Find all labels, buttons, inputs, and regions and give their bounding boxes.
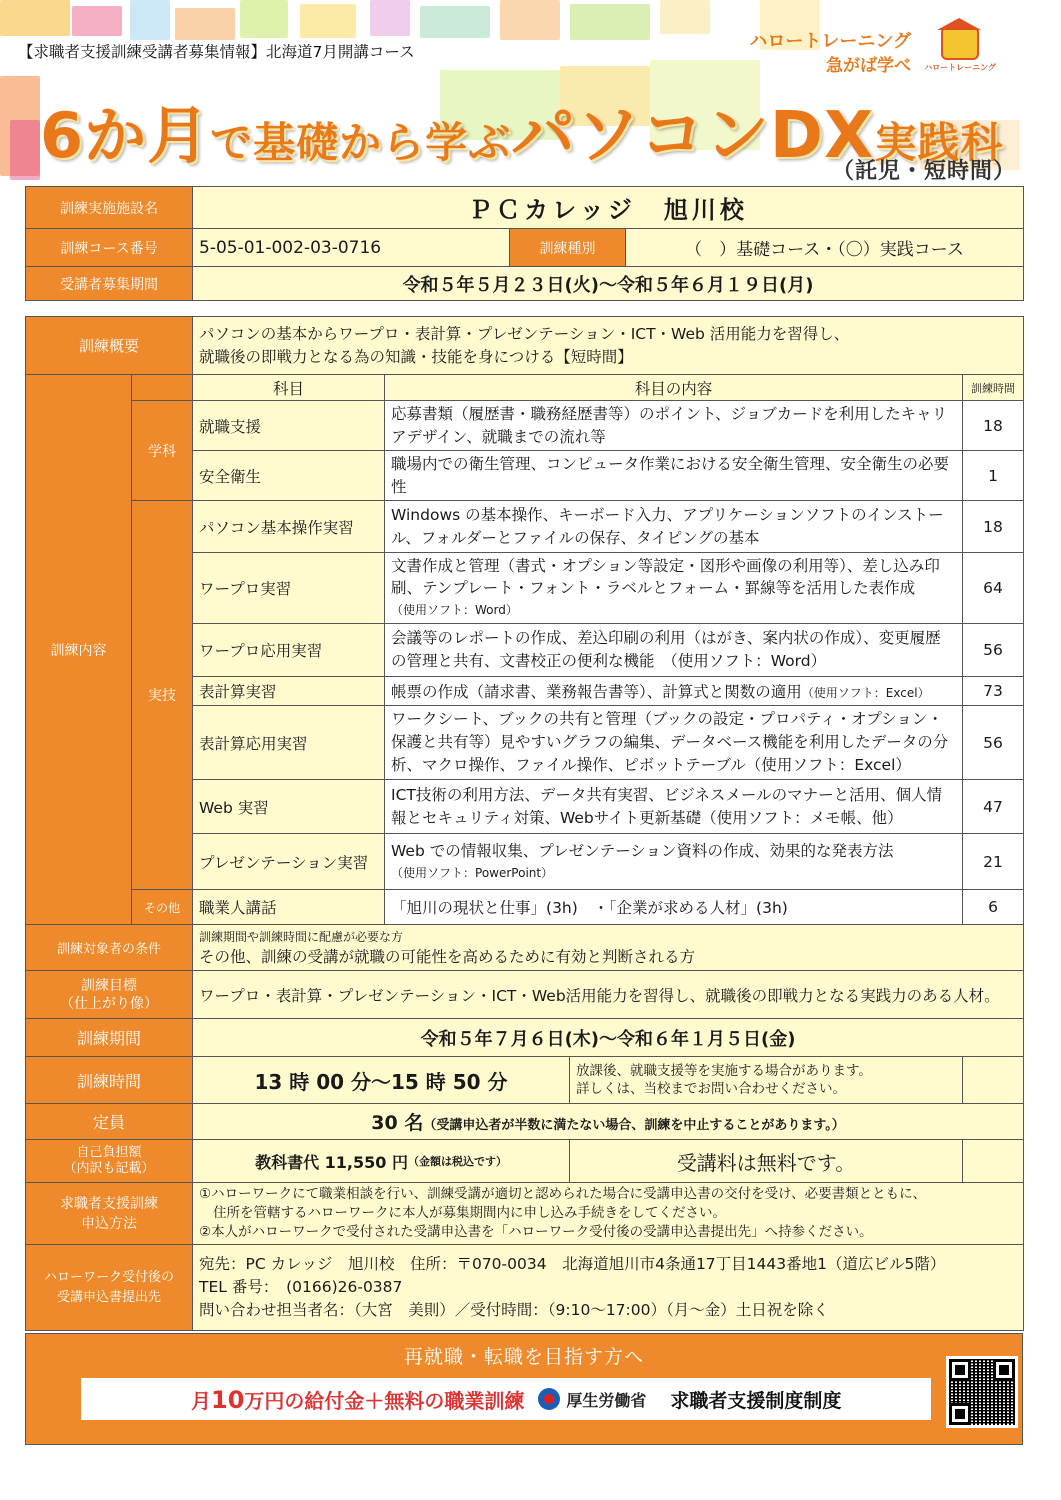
- overview-line-1: パソコンの基本からワープロ・表計算・プレゼンテーション・ICT・Web 活用能力を習得し、: [199, 324, 850, 343]
- hours-cell: 18: [963, 401, 1024, 451]
- goal-label: [26, 971, 193, 1019]
- subject-cell: 安全衛生: [193, 451, 385, 501]
- course-no-label: 訓練コース番号: [26, 229, 193, 267]
- course-no-value: 5-05-01-002-03-0716: [193, 229, 510, 267]
- apply-label: [26, 1183, 193, 1245]
- subject-cell: 表計算実習: [193, 677, 385, 706]
- recruit-value: 令和５年５月２３日(火)～令和５年６月１９日(月): [193, 267, 1024, 301]
- info-table: [25, 186, 1024, 301]
- hours-note-1: 放課後、就職支援等を実施する場合があります。: [576, 1063, 872, 1079]
- hours-note-2: 詳しくは、当校までお問い合わせください。: [576, 1081, 847, 1097]
- detail-cell: [385, 677, 963, 706]
- detail-text: 帳票の作成（請求書、業務報告書等）、計算式と関数の適用: [391, 683, 802, 701]
- recruit-label: 受講者募集期間: [26, 267, 193, 301]
- cost-label-2: （内訳も記載）: [63, 1161, 155, 1176]
- subject-cell: プレゼンテーション実習: [193, 834, 385, 890]
- hours-note: [570, 1057, 872, 1103]
- cost-row: [193, 1140, 963, 1183]
- subject-cell: 表計算応用実習: [193, 706, 385, 780]
- detail-cell: [385, 834, 963, 890]
- brand-line-2: 急がば学べ: [826, 56, 911, 76]
- detail-cell: 会議等のレポートの作成、差込印刷の利用（はがき、案内状の作成）、変更履歴の管理と共有、文書校正の便利な機能 （使用ソフト：Word）: [385, 624, 963, 677]
- capacity-value: [193, 1104, 1024, 1140]
- cost-amount-note: （金額は税込です）: [407, 1155, 507, 1168]
- mascot-icon: [941, 28, 979, 60]
- course-type-label: 訓練種別: [510, 229, 626, 267]
- col-hours: 訓練時間: [963, 375, 1024, 401]
- overview-label: 訓練概要: [26, 317, 193, 375]
- submit-label-1: ハローワーク受付後の: [44, 1269, 175, 1285]
- detail-cell: 応募書類（履歴書・職務経歴書等）のポイント、ジョブカードを利用したキャリアデザイン、就職までの流れ等: [385, 401, 963, 451]
- benefit-num: 10: [211, 1385, 245, 1414]
- mascot-logo: [924, 28, 996, 76]
- hours-cell: 56: [963, 706, 1024, 780]
- apply-line-2: 住所を管轄するハローワークに本人が募集期間内に申し込み手続きをしてください。: [213, 1205, 727, 1221]
- apply-label-1: 求職者支援訓練: [60, 1195, 158, 1212]
- hours-cell: 1: [963, 451, 1024, 501]
- detail-text: Web での情報収集、プレゼンテーション資料の作成、効果的な発表方法: [391, 841, 894, 860]
- cost-free: 受講料は無料です。: [676, 1150, 856, 1175]
- ministry-name: 厚生労働省: [566, 1390, 647, 1410]
- content-label: 訓練内容: [26, 375, 132, 925]
- facility-value: ＰＣカレッジ 旭川校: [193, 187, 1024, 229]
- system-name: 求職者支援制度制度: [670, 1389, 842, 1412]
- category-jitsugi: 実技: [132, 501, 193, 890]
- submit-line-1: 宛先：PC カレッジ 旭川校 住所：〒070-0034 北海道旭川市4条通17丁目1443番地1（道広ビル5階）: [199, 1255, 946, 1273]
- detail-software: （使用ソフト：Word）: [391, 603, 518, 617]
- col-detail: 科目の内容: [385, 375, 963, 401]
- detail-text: 文書作成と管理（書式・オプション等設定・図形や画像の利用等）、差し込み印刷、テンプレート・フォント・ラベルとフォーム・罫線等を活用した表作成: [391, 557, 940, 597]
- overview-value: [193, 317, 1024, 375]
- mascot-label: ハロートレーニング: [924, 63, 996, 72]
- course-type-value: （ ）基礎コース・（〇）実践コース: [626, 229, 1024, 267]
- qr-code-icon[interactable]: [946, 1356, 1018, 1428]
- detail-cell: Windows の基本操作、キーボード入力、アプリケーションソフトのインストール、フォルダーとファイルの保存、タイピングの基本: [385, 501, 963, 553]
- detail-software: （使用ソフト：PowerPoint）: [391, 865, 554, 880]
- detail-cell: [385, 553, 963, 624]
- hours-label: 訓練時間: [26, 1057, 193, 1104]
- capacity-note: （受講申込者が半数に満たない場合、訓練を中止することがあります。）: [423, 1118, 845, 1133]
- main-table: [25, 316, 1024, 1331]
- subject-cell: ワープロ実習: [193, 553, 385, 624]
- category-gakka: 学科: [132, 401, 193, 501]
- apply-value: [193, 1183, 1024, 1245]
- hours-cell: 18: [963, 501, 1024, 553]
- page-subtitle: （託児・短時間）: [832, 159, 1017, 184]
- cost-amount: 教科書代 11,550 円: [255, 1152, 408, 1172]
- period-value: 令和５年７月６日(木)～令和６年１月５日(金): [193, 1019, 1024, 1057]
- apply-line-1: ①ハローワークにて職業相談を行い、訓練受講が適切と認められた場合に受講申込書の交付を受け、必要書類とともに、: [199, 1186, 927, 1202]
- goal-label-2: （仕上がり像）: [60, 995, 158, 1012]
- submit-label-2: 受講申込書提出先: [57, 1289, 162, 1305]
- hours-cell: 73: [963, 677, 1024, 706]
- apply-line-3: ②本人がハローワークで受付された受講申込書を「ハローワーク受付後の受講申込書提出先」へ持参ください。: [199, 1224, 873, 1240]
- subject-cell: ワープロ応用実習: [193, 624, 385, 677]
- hours-cell: 64: [963, 553, 1024, 624]
- submit-label: [26, 1245, 193, 1331]
- goal-label-1: 訓練目標: [81, 977, 137, 994]
- cost-label-1: 自己負担額: [76, 1145, 142, 1160]
- submit-value: [193, 1245, 1024, 1331]
- detail-cell: 職場内での衛生管理、コンピュータ作業における安全衛生管理、安全衛生の必要性: [385, 451, 963, 501]
- hours-value: 13 時 00 分～15 時 50 分: [193, 1057, 570, 1103]
- header-top-line: 【求職者支援訓練受講者募集情報】北海道7月開講コース: [18, 43, 415, 61]
- period-label: 訓練期間: [26, 1019, 193, 1057]
- submit-line-3: 問い合わせ担当者名：（大宮 美則）／受付時間：（9:10～17:00）（月～金）土日祝を除く: [199, 1301, 829, 1319]
- content-header-blank: [132, 375, 193, 401]
- title-part-1: 6か月: [40, 99, 211, 172]
- overview-line-2: 就職後の即戦力となる為の知識・技能を身につける【短時間】: [199, 347, 633, 366]
- goal-value: ワープロ・表計算・プレゼンテーション・ICT・Web活用能力を習得し、就職後の即戦力となる実践力のある人材。: [193, 971, 1024, 1019]
- brand-text: [749, 30, 911, 78]
- footer-head: 再就職・転職を目指す方へ: [403, 1346, 644, 1368]
- subject-cell: Web 実習: [193, 780, 385, 834]
- conditions-value: [193, 925, 1024, 971]
- col-subject: 科目: [193, 375, 385, 401]
- brand-line-1: ハロートレーニング: [749, 31, 911, 52]
- hours-cell: 21: [963, 834, 1024, 890]
- apply-label-2: 申込方法: [81, 1215, 137, 1232]
- subject-cell: 職業人講話: [193, 890, 385, 925]
- cost-label: [26, 1140, 193, 1183]
- hours-row-end: [963, 1057, 1024, 1104]
- submit-line-2: TEL 番号： (0166)26-0387: [199, 1278, 403, 1296]
- benefit-pre: 月: [191, 1388, 211, 1413]
- hours-row: [193, 1057, 963, 1104]
- title-part-3: パソコンDX: [511, 99, 875, 173]
- facility-label: 訓練実施施設名: [26, 187, 193, 229]
- detail-cell: ICT技術の利用方法、データ共有実習、ビジネスメールのマナーと活用、個人情報とセキュリティ対策、Webサイト更新基礎（使用ソフト：メモ帳、他）: [385, 780, 963, 834]
- detail-software: （使用ソフト：Excel）: [801, 686, 930, 700]
- title-part-4: 実践科: [874, 118, 1004, 167]
- subject-cell: パソコン基本操作実習: [193, 501, 385, 553]
- capacity-label: 定員: [26, 1104, 193, 1140]
- hours-cell: 6: [963, 890, 1024, 925]
- conditions-label: 訓練対象者の条件: [26, 925, 193, 971]
- conditions-line-2: その他、訓練の受講が就職の可能性を高めるために有効と判断される方: [199, 948, 696, 966]
- detail-cell: ワークシート、ブックの共有と管理（ブックの設定・プロパティ・オプション・保護と共有等）見やすいグラフの編集、データベース機能を利用したデータの分析、マクロ操作、ファイル操作、ピボットテーブル（使用ソフト：Excel）: [385, 706, 963, 780]
- cost-row-end: [963, 1140, 1024, 1183]
- ministry-logo: [538, 1388, 646, 1411]
- capacity-number: 30 名: [371, 1112, 424, 1134]
- footer-bar: [81, 1378, 931, 1420]
- benefit-post: 万円の給付金＋無料の職業訓練: [244, 1388, 525, 1413]
- category-other: その他: [132, 890, 193, 925]
- subject-cell: 就職支援: [193, 401, 385, 451]
- benefit-text: [191, 1385, 524, 1414]
- footer-banner: [25, 1333, 1023, 1445]
- ministry-icon: [538, 1388, 560, 1410]
- hours-cell: 56: [963, 624, 1024, 677]
- hours-cell: 47: [963, 780, 1024, 834]
- cost-value: [193, 1140, 570, 1182]
- conditions-line-1: 訓練期間や訓練時間に配慮が必要な方: [199, 930, 404, 944]
- detail-cell: 「旭川の現状と仕事」(3h) ・「企業が求める人材」(3h): [385, 890, 963, 925]
- title-part-2: で基礎から学ぶ: [210, 118, 512, 167]
